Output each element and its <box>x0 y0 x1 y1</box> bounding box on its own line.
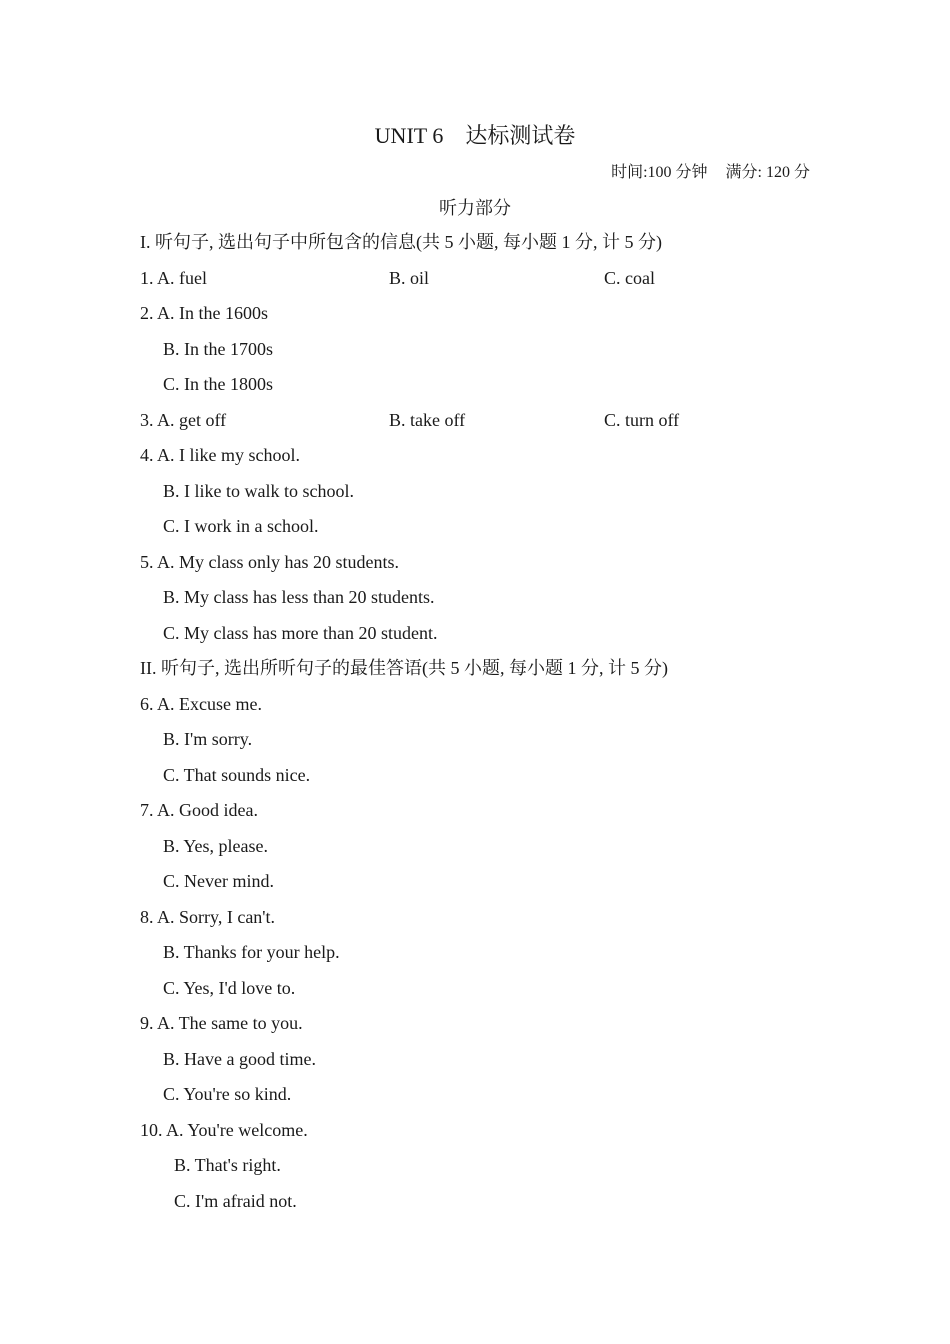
question-10-option-b: B. That's right. <box>174 1155 281 1175</box>
option-c: C. turn off <box>604 410 680 430</box>
option-a: 1. A. fuel <box>140 268 207 288</box>
section-2-heading: II. 听句子, 选出所听句子的最佳答语(共 5 小题, 每小题 1 分, 计 5 分) <box>140 658 668 678</box>
question-8-option-c: C. Yes, I'd love to. <box>163 978 296 998</box>
question-6-option-b: B. I'm sorry. <box>163 729 253 749</box>
option-b: B. take off <box>389 410 466 430</box>
question-9-option-a: 9. A. The same to you. <box>140 1013 303 1033</box>
option-c: C. coal <box>604 268 655 288</box>
page-title: UNIT 6 达标测试卷 <box>374 123 576 148</box>
full-score: 满分: 120 分 <box>725 164 810 181</box>
option-a: 3. A. get off <box>140 410 227 430</box>
exam-meta <box>611 162 810 184</box>
part-title: 听力部分 <box>439 198 511 218</box>
question-4-option-c: C. I work in a school. <box>163 516 319 536</box>
question-4-option-b: B. I like to walk to school. <box>163 481 354 501</box>
question-2-option-b: B. In the 1700s <box>163 339 273 359</box>
question-6-option-c: C. That sounds nice. <box>163 765 311 785</box>
question-5-option-a: 5. A. My class only has 20 students. <box>140 552 399 572</box>
question-1 <box>140 266 655 290</box>
question-5-option-b: B. My class has less than 20 students. <box>163 587 435 607</box>
question-10-option-a: 10. A. You're welcome. <box>140 1120 308 1140</box>
question-8-option-a: 8. A. Sorry, I can't. <box>140 907 276 927</box>
question-9-option-c: C. You're so kind. <box>163 1084 292 1104</box>
section-1-heading: I. 听句子, 选出句子中所包含的信息(共 5 小题, 每小题 1 分, 计 5 分) <box>140 232 662 252</box>
question-2-option-a: 2. A. In the 1600s <box>140 303 268 323</box>
question-7-option-b: B. Yes, please. <box>163 836 269 856</box>
question-6-option-a: 6. A. Excuse me. <box>140 694 262 714</box>
question-2-option-c: C. In the 1800s <box>163 374 273 394</box>
question-7-option-a: 7. A. Good idea. <box>140 800 258 820</box>
time-limit: 时间:100 分钟 <box>611 164 708 181</box>
question-7-option-c: C. Never mind. <box>163 871 274 891</box>
question-10-option-c: C. I'm afraid not. <box>174 1191 297 1211</box>
question-8-option-b: B. Thanks for your help. <box>163 942 340 962</box>
option-b: B. oil <box>389 268 430 288</box>
question-9-option-b: B. Have a good time. <box>163 1049 316 1069</box>
question-3 <box>140 408 680 432</box>
question-5-option-c: C. My class has more than 20 student. <box>163 623 438 643</box>
question-4-option-a: 4. A. I like my school. <box>140 445 300 465</box>
